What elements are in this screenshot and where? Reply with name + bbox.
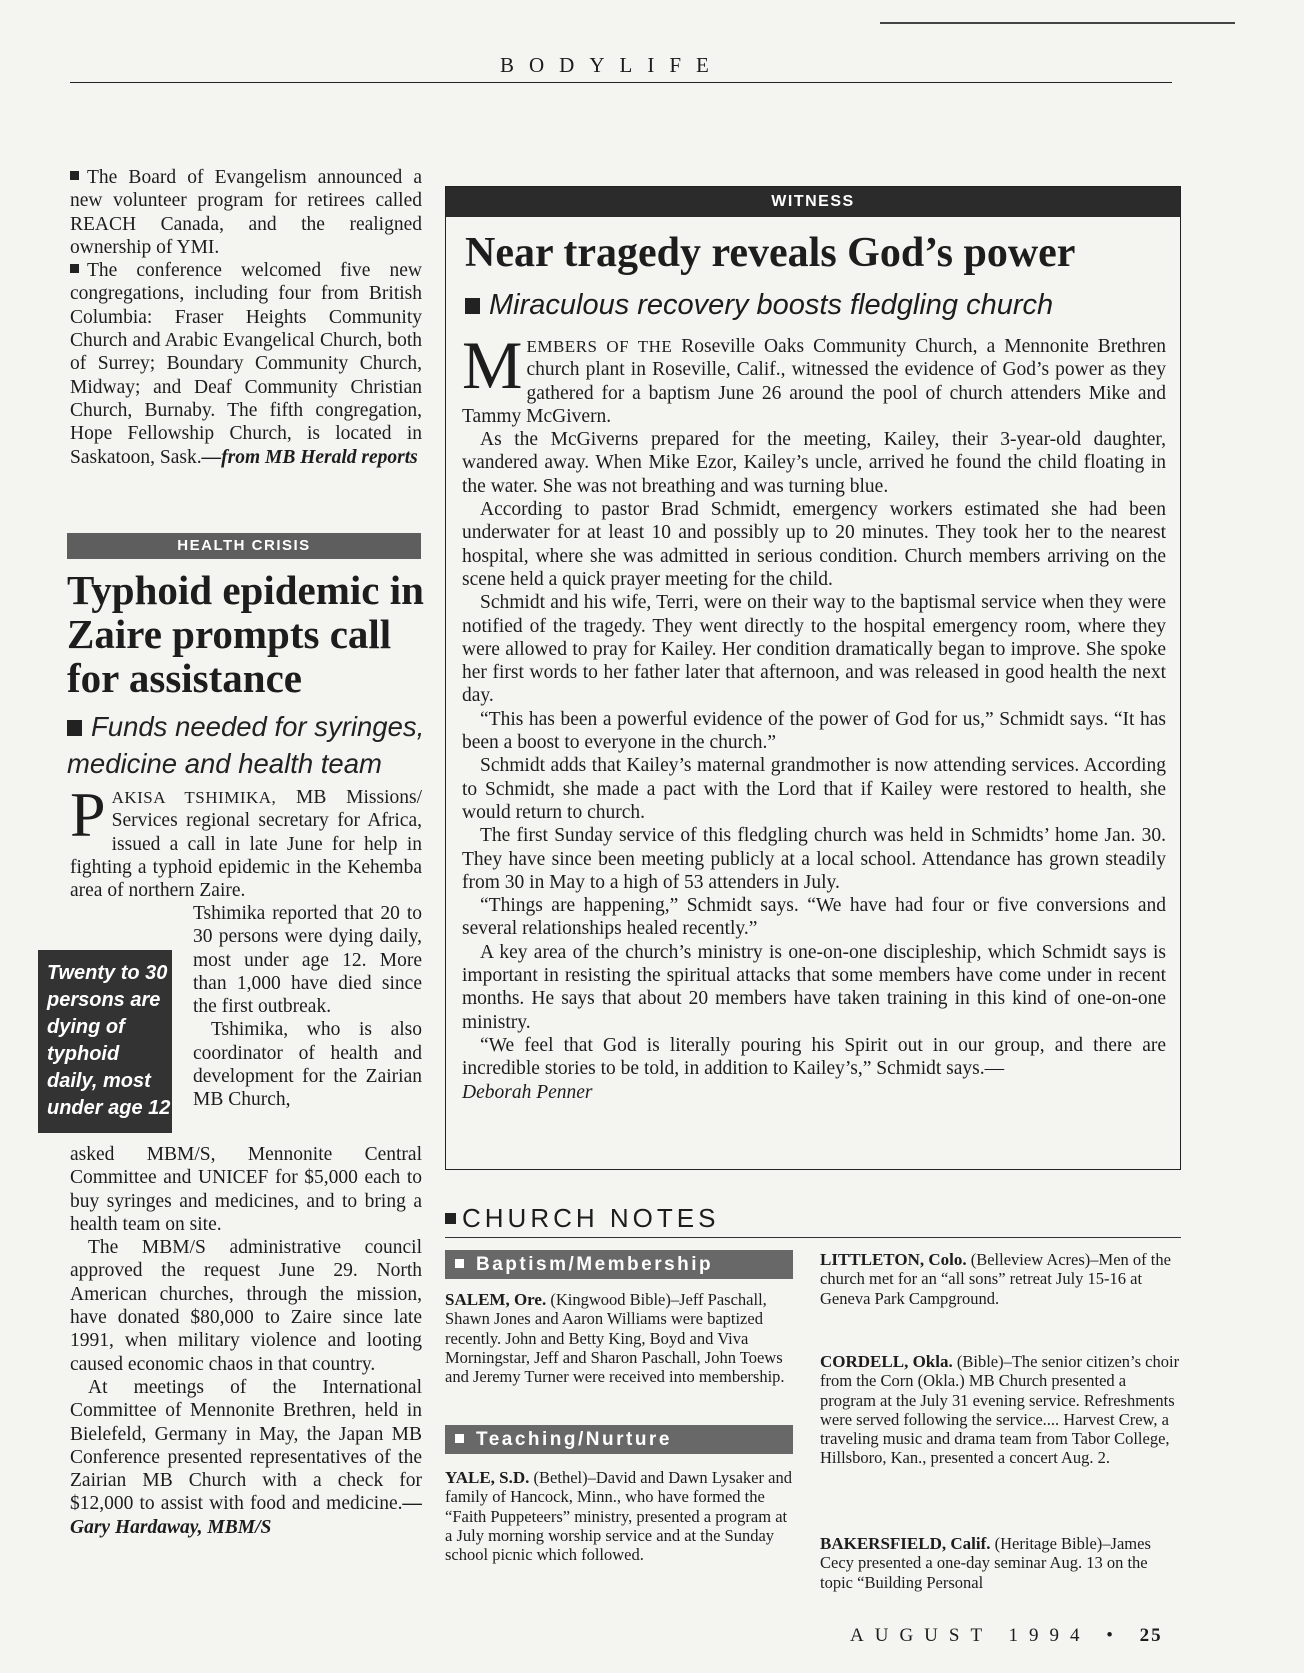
church-notes-title: CHURCH NOTES bbox=[462, 1203, 720, 1233]
header-rule bbox=[70, 82, 1172, 83]
article-paragraph bbox=[462, 1034, 1166, 1104]
lead-text: Roseville Oaks Community Church, a Mennonite Brethren church plant in Roseville, Calif., witnessed the evidence of God’s power as they gathered for a baptism June 26 around the pool of church attenders Mike and Tammy McGivern. bbox=[462, 336, 1166, 427]
square-bullet-icon bbox=[70, 264, 79, 273]
article-paragraph: Schmidt and his wife, Terri, were on their way to the baptismal service when they were notified of the tragedy. They went directly to the hospital emergency room, where they were allowed to pray for Kailey. Her condition dramatically began to improve. She spoke her first words to her father later that afternoon, and was released in good health the next day. bbox=[462, 592, 1166, 707]
lead-caps: AKISA TSHIMIKA, bbox=[111, 788, 277, 807]
byline: —from MB Herald reports bbox=[201, 446, 418, 468]
note-text: (Belleview Acres)–Men of the church met for an “all sons” retreat July 15-16 at Geneva Park Campground. bbox=[820, 1250, 1171, 1308]
church-note-yale bbox=[445, 1468, 797, 1564]
footer-bullet: • bbox=[1106, 1625, 1124, 1646]
square-bullet-icon bbox=[465, 298, 480, 314]
health-crisis-label: HEALTH CRISIS bbox=[67, 533, 421, 559]
article-paragraph: A key area of the church’s ministry is one-on-one discipleship, which Schmidt says is important in resisting the spiritual attacks that some members have come under in recent months. He says that about 20 members have taken training in this kind of one-on-one ministry. bbox=[462, 941, 1166, 1033]
square-bullet-icon bbox=[70, 171, 79, 180]
church-note-bakersfield bbox=[820, 1534, 1182, 1592]
square-bullet-icon bbox=[67, 720, 82, 736]
note-place: YALE, S.D. bbox=[445, 1468, 530, 1487]
article-paragraph: According to pastor Brad Schmidt, emergency workers estimated she had been underwater for at least 10 and possibly up to 20 minutes. They took her to the nearest hospital, where she was admitted in serious condition. Church members arriving on the scene held a quick prayer meeting for the child. bbox=[462, 499, 1166, 590]
church-note-salem bbox=[445, 1290, 797, 1386]
witness-article-body bbox=[462, 327, 1166, 1104]
article-paragraph bbox=[70, 779, 423, 902]
paragraph-text: At meetings of the International Committee of Mennonite Brethren, held in Bielefeld, Germany in May, the Japan MB Conference presented representatives of the Zairian MB Church with a check for $12,000 to assist with food and medicine. bbox=[70, 1376, 422, 1515]
square-bullet-icon bbox=[455, 1259, 464, 1268]
article-paragraph: Schmidt adds that Kailey’s maternal grandmother is now attending services. According to Schmidt, she made a pact with the Lord that if Kailey were restored to health, she would return to church. bbox=[462, 755, 1166, 823]
article-paragraph: The MBM/S administrative council approved the request June 29. North American churches, through the mission, have donated $80,000 to Zaire since late 1991, when military violence and looting caused economic chaos in that country. bbox=[70, 1237, 422, 1375]
article-paragraph: “This has been a powerful evidence of the power of God for us,” Schmidt says. “It has been a boost to everyone in the church.” bbox=[462, 708, 1166, 754]
article-paragraph: Tshimika reported that 20 to 30 persons were dying daily, most under age 12. More than 1,000 have died since the first outbreak. bbox=[193, 903, 422, 1018]
page-footer bbox=[850, 1625, 1163, 1647]
article-paragraph: As the McGiverns prepared for the meeting, Kailey, their 3-year-old daughter, wandered away. When Mike Ezor, Kailey’s uncle, arrived he found the child floating in the water. She was not breathing and was turning blue. bbox=[462, 429, 1166, 497]
issue-date: AUGUST 1994 bbox=[850, 1625, 1091, 1646]
note-place: SALEM, Ore. bbox=[445, 1290, 547, 1309]
byline: Deborah Penner bbox=[462, 1081, 593, 1103]
page-number: 25 bbox=[1139, 1625, 1163, 1646]
church-note-cordell bbox=[820, 1352, 1182, 1468]
category-baptism-membership bbox=[445, 1250, 793, 1279]
health-article-wrap bbox=[193, 902, 422, 1112]
note-place: BAKERSFIELD, Calif. bbox=[820, 1534, 991, 1553]
article-paragraph: The first Sunday service of this fledgling church was held in Schmidts’ home Jan. 30. They have since been meeting publicly at a local school. Attendance has grown steadily from 30 in May to a high of 53 attenders in July. bbox=[462, 825, 1166, 893]
category-label: Baptism/Membership bbox=[476, 1254, 714, 1275]
lead-text: MB Missions/ Services regional secretary for Africa, issued a call in late June for help in fighting a typhoid epidemic in the Kehemba area of northern Zaire. bbox=[70, 787, 423, 902]
health-article-rest bbox=[70, 1143, 422, 1539]
byline: —Gary Hardaway, MBM/S bbox=[70, 1493, 422, 1538]
article-paragraph: asked MBM/S, Mennonite Central Committee and UNICEF for $5,000 each to buy syringes and medicines, and to bring a health team on site. bbox=[70, 1144, 422, 1235]
witness-headline: Near tragedy reveals God’s power bbox=[465, 230, 1076, 276]
note-text: (Kingwood Bible)–Jeff Paschall, Shawn Jones and Aaron Williams were baptized recently. John and Betty King, Boyd and Viva Morningstar, Jeff and Sharon Paschall, John Toews and Jeremy Turner were received into membership. bbox=[445, 1290, 785, 1387]
witness-deck bbox=[465, 287, 1165, 323]
article-paragraph bbox=[462, 327, 1166, 428]
note-place: LITTLETON, Colo. bbox=[820, 1250, 967, 1269]
health-article-lead bbox=[70, 779, 423, 902]
note-place: CORDELL, Okla. bbox=[820, 1352, 953, 1371]
article-paragraph: “Things are happening,” Schmidt says. “We have had four or five conversions and several relationships healed recently.” bbox=[462, 895, 1166, 940]
health-deck bbox=[67, 708, 427, 782]
bullet-text: The conference welcomed five new congregations, including four from British Columbia: Fraser Heights Community Church and Arabic Evangelical Church, both of Surrey; Boundary Community Church, Midway; and Deaf Community Christian Church, Burnaby. The fifth congregation, Hope Fellowship Church, is located in Saskatoon, Sask. bbox=[70, 260, 422, 468]
church-note-littleton bbox=[820, 1250, 1182, 1308]
drop-cap: M bbox=[462, 327, 523, 403]
bullet-text: The Board of Evangelism announced a new volunteer program for retirees called REACH Canada, and the realigned ownership of YMI. bbox=[70, 167, 422, 258]
witness-label: WITNESS bbox=[446, 187, 1180, 217]
conference-bullets bbox=[70, 166, 422, 469]
running-head: BODYLIFE bbox=[500, 53, 724, 77]
witness-deck-text: Miraculous recovery boosts fledgling church bbox=[489, 289, 1054, 321]
category-label: Teaching/Nurture bbox=[476, 1429, 672, 1450]
bullet-item bbox=[70, 259, 422, 469]
note-text: (Bethel)–David and Dawn Lysaker and family of Hancock, Minn., who have formed the “Faith Puppeteers” ministry, presented a program at a July morning worship service and at the Sunday school picnic which followed. bbox=[445, 1468, 792, 1565]
church-notes-rule bbox=[445, 1237, 1181, 1238]
lead-caps: EMBERS OF THE bbox=[526, 337, 673, 356]
square-bullet-icon bbox=[455, 1434, 464, 1443]
article-paragraph: Tshimika, who is also coordinator of health and development for the Zairian MB Church, bbox=[193, 1019, 422, 1111]
drop-cap: P bbox=[70, 779, 106, 850]
square-bullet-icon bbox=[445, 1213, 456, 1224]
health-deck-text: Funds needed for syringes, medicine and health team bbox=[67, 711, 425, 779]
category-teaching-nurture bbox=[445, 1425, 793, 1454]
note-text: (Heritage Bible)–James Cecy presented a one-day seminar Aug. 13 on the topic “Building Personal bbox=[820, 1534, 1151, 1592]
pull-quote: Twenty to 30 persons are dying of typhoid daily, most under age 12 bbox=[38, 950, 172, 1133]
paragraph-text: “We feel that God is literally pouring his Spirit out in our group, and there are incredible stories to be told, in addition to Kailey’s,” Schmidt says.— bbox=[462, 1034, 1166, 1080]
bullet-item bbox=[70, 166, 422, 259]
article-paragraph bbox=[70, 1376, 422, 1539]
top-rule bbox=[880, 22, 1235, 24]
note-text: (Bible)–The senior citizen’s choir from the Corn (Okla.) MB Church presented a program at the July 31 evening service. Refreshments were served following the service.... Harvest Crew, a traveling music and drama team from Tabor College, Hillsboro, Kan., presented a concert Aug. 2. bbox=[820, 1352, 1180, 1468]
church-notes-heading bbox=[445, 1203, 719, 1234]
health-headline: Typhoid epidemic in Zaire prompts call for assistance bbox=[67, 567, 424, 701]
